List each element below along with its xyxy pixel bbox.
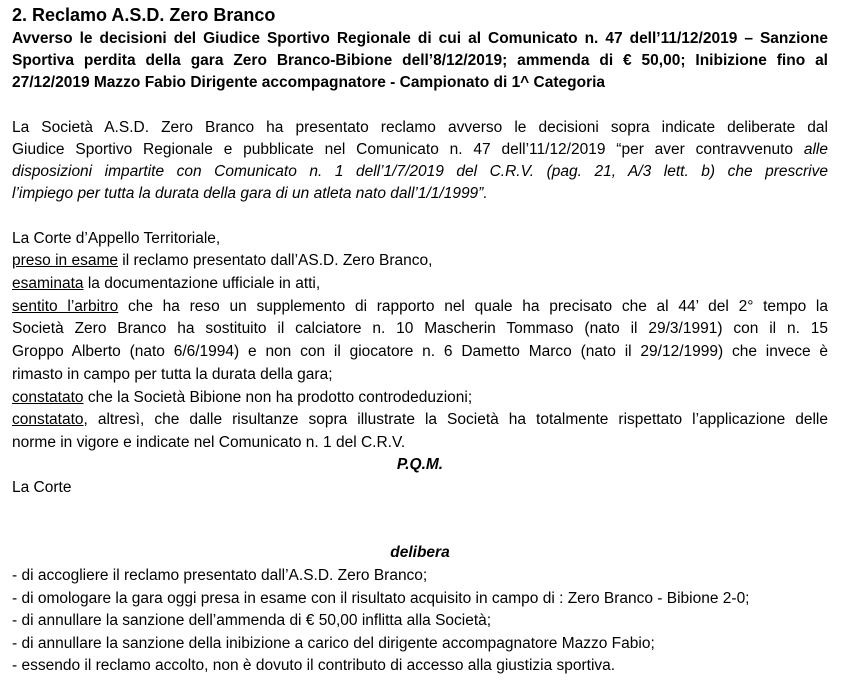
intro-line-4: l’impiego per tutta la durata della gara di un atleta nato dall’1/1/1999”. <box>12 185 488 202</box>
esaminata-keyword: esaminata <box>12 275 84 292</box>
constatato-keyword-1: constatato <box>12 389 84 406</box>
constatato-line-2 <box>12 409 828 431</box>
delibera-item-5: - essendo il reclamo accolto, non è dovuto il contributo di accesso alla giustizia sportiva. <box>12 657 616 674</box>
intro-line-2-italic: alle <box>803 141 828 158</box>
intro-line-3: disposizioni impartite con Comunicato n. 1 dell’1/7/2019 del C.R.V. (pag. 21, A/3 lett. b) che prescrive <box>12 163 828 180</box>
constatato-text-2: , altresì, che dalle risultanze sopra illustrate la Società ha totalmente rispettato l’applicazione delle <box>83 411 828 428</box>
sentito-line-3: Groppo Alberto (nato 6/6/1994) e non con il giocatore n. 6 Dametto Marco (nato il 29/12/1999) che invece è <box>12 343 828 360</box>
sentito-line-2: Società Zero Branco ha sostituito il calciatore n. 10 Mascherin Tommaso (nato il 29/3/1991) con il n. 15 <box>12 320 828 337</box>
constatato-line-1 <box>12 387 472 409</box>
preso-in-esame-keyword: preso in esame <box>12 252 118 269</box>
sentito-keyword: sentito l’arbitro <box>12 298 119 315</box>
section-title: 2. Reclamo A.S.D. Zero Branco <box>12 5 276 25</box>
preso-in-esame-line <box>12 250 432 272</box>
subtitle-line-2: Sportiva perdita della gara Zero Branco-Bibione dell’8/12/2019; ammenda di € 50,00; Inibizione fino al <box>12 52 828 69</box>
intro-line-2-text: Giudice Sportivo Regionale e pubblicate nel Comunicato n. 47 dell’11/12/2019 “per aver contravvenuto <box>12 141 804 158</box>
delibera-heading: delibera <box>390 544 450 561</box>
sentito-line-1 <box>12 296 828 318</box>
constatato-line-3: norme in vigore e indicate nel Comunicato n. 1 del C.R.V. <box>12 434 406 451</box>
delibera-item-2: - di omologare la gara oggi presa in esame con il risultato acquisito in campo di : Zero Branco - Bibione 2-0; <box>12 590 750 607</box>
subtitle-line-1: Avverso le decisioni del Giudice Sportivo Regionale di cui al Comunicato n. 47 dell’11/12/2019 – Sanzione <box>12 30 828 47</box>
intro-line-2 <box>12 139 828 161</box>
sentito-text: che ha reso un supplemento di rapporto nel quale ha precisato che al 44’ del 2° tempo la <box>118 298 828 315</box>
subtitle-line-3: 27/12/2019 Mazzo Fabio Dirigente accompagnatore - Campionato di 1^ Categoria <box>12 74 606 91</box>
delibera-item-1: - di accogliere il reclamo presentato dall’A.S.D. Zero Branco; <box>12 567 428 584</box>
delibera-item-4: - di annullare la sanzione della inibizione a carico del dirigente accompagnatore Mazzo Fabio; <box>12 635 655 652</box>
delibera-item-3: - di annullare la sanzione dell’ammenda di € 50,00 inflitta alla Società; <box>12 612 492 629</box>
constatato-keyword-2: constatato <box>12 411 84 428</box>
corte-opening: La Corte d’Appello Territoriale, <box>12 230 221 247</box>
la-corte-label: La Corte <box>12 479 72 496</box>
intro-line-1: La Società A.S.D. Zero Branco ha presentato reclamo avverso le decisioni sopra indicate deliberate dal <box>12 119 828 136</box>
preso-in-esame-text: il reclamo presentato dall’AS.D. Zero Branco, <box>117 252 433 269</box>
esaminata-text: la documentazione ufficiale in atti, <box>83 275 321 292</box>
esaminata-line <box>12 273 320 295</box>
pqm-heading: P.Q.M. <box>396 456 444 473</box>
sentito-line-4: rimasto in campo per tutta la durata della gara; <box>12 366 333 383</box>
constatato-text-1: che la Società Bibione non ha prodotto controdeduzioni; <box>83 389 473 406</box>
